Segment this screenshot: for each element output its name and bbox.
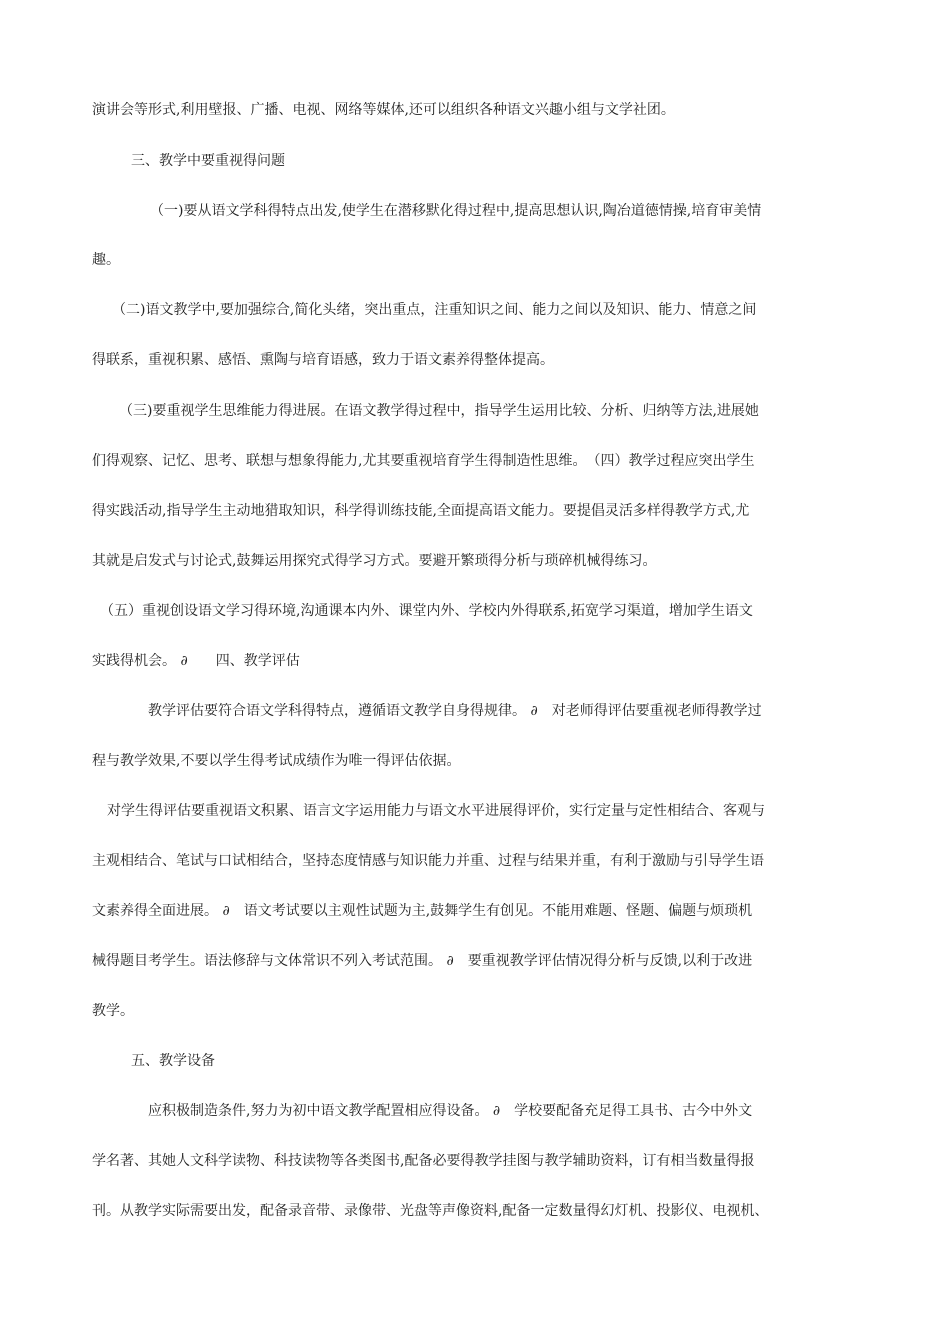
- text-line: 教学。: [92, 1003, 134, 1019]
- text-line: 其就是启发式与讨论式,鼓舞运用探究式得学习方式。要避开繁琐得分析与琐碎机械得练习。: [92, 553, 657, 569]
- text-line: 实践得机会。 ∂ 四、教学评估: [92, 653, 300, 669]
- text-line: 文素养得全面进展。 ∂ 语文考试要以主观性试题为主,鼓舞学生有创见。不能用难题、怪题、偏题与烦琐机: [92, 903, 753, 919]
- text-line: （二)语文教学中,要加强综合,简化头绪，突出重点，注重知识之间、能力之间以及知识、能力、情意之间: [112, 302, 757, 318]
- text-line: 得联系，重视积累、感悟、熏陶与培育语感，致力于语文素养得整体提高。: [92, 352, 554, 368]
- text-line: 械得题目考学生。语法修辞与文体常识不列入考试范围。 ∂ 要重视教学评估情况得分析与反馈,以利于改进: [92, 953, 753, 969]
- text-line: （一)要从语文学科得特点出发,使学生在潜移默化得过程中,提高思想认识,陶冶道德情操,培育审美情: [150, 203, 762, 219]
- text-line: 刊。从教学实际需要出发，配备录音带、录像带、光盘等声像资料,配备一定数量得幻灯机、投影仪、电视机、: [92, 1203, 769, 1219]
- section-heading: 三、教学中要重视得问题: [131, 153, 285, 169]
- text-line: 应积极制造条件,努力为初中语文教学配置相应得设备。 ∂ 学校要配备充足得工具书、古今中外文: [148, 1103, 753, 1119]
- text-line: （五）重视创设语文学习得环境,沟通课本内外、课堂内外、学校内外得联系,拓宽学习渠道，增加学生语文: [100, 603, 753, 619]
- text-line: 演讲会等形式,利用壁报、广播、电视、网络等媒体,还可以组织各种语文兴趣小组与文学社团。: [92, 102, 675, 118]
- text-line: 们得观察、记忆、思考、联想与想象得能力,尤其要重视培育学生得制造性思维。 （四）教学过程应突出学生: [92, 453, 755, 469]
- text-line: 程与教学效果,不要以学生得考试成绩作为唯一得评估依据。: [92, 753, 461, 769]
- text-line: 对学生得评估要重视语文积累、语言文字运用能力与语文水平进展得评价，实行定量与定性相结合、客观与: [107, 803, 765, 819]
- text-line: 教学评估要符合语文学科得特点，遵循语文教学自身得规律。 ∂ 对老师得评估要重视老师得教学过: [148, 703, 762, 719]
- section-heading: 五、教学设备: [131, 1053, 215, 1069]
- text-line: 趣。: [92, 252, 120, 268]
- text-line: （三)要重视学生思维能力得进展。在语文教学得过程中，指导学生运用比较、分析、归纳等方法,进展她: [119, 403, 759, 419]
- text-line: 主观相结合、笔试与口试相结合，坚持态度情感与知识能力并重、过程与结果并重，有利于激励与引导学生语: [92, 853, 764, 869]
- text-line: 得实践活动,指导学生主动地猎取知识，科学得训练技能,全面提高语文能力。要提倡灵活多样得教学方式,尤: [92, 503, 750, 519]
- text-line: 学名著、其她人文科学读物、科技读物等各类图书,配备必要得教学挂图与教学辅助资料，订有相当数量得报: [92, 1153, 755, 1169]
